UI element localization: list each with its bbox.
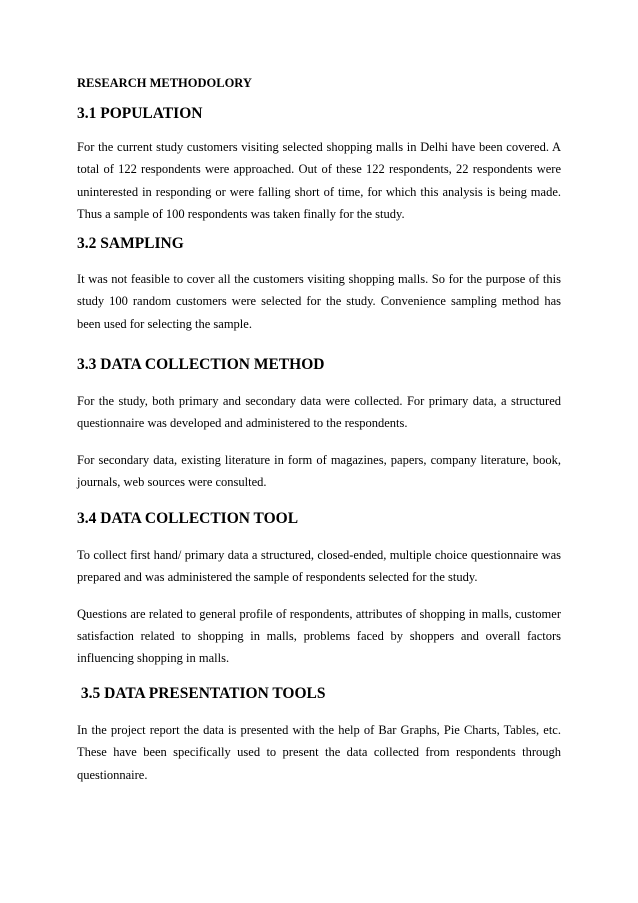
- section-population: [77, 104, 561, 225]
- section-paragraph: It was not feasible to cover all the customers visiting shopping malls. So for the purpose of this study 100 random customers were selected for the study. Convenience sampling method has been used for selecting the sample.: [77, 272, 561, 331]
- section-paragraph: For the current study customers visiting selected shopping malls in Delhi have been covered. A total of 122 respondents were approached. Out of these 122 respondents, 22 respondents were uninterested in responding or were falling short of time, for which this analysis is being made. Thus a sample of 100 respondents was taken finally for the study.: [77, 140, 561, 221]
- section-paragraph: Questions are related to general profile of respondents, attributes of shopping in malls, customer satisfaction related to shopping in malls, problems faced by shoppers and overall factors influencing shopping in malls.: [77, 606, 561, 666]
- section-paragraph: For the study, both primary and secondary data were collected. For primary data, a structured questionnaire was developed and administered to the respondents.: [77, 394, 561, 431]
- section-data-collection-tool: [77, 509, 561, 669]
- section-data-presentation-tools: [77, 684, 561, 786]
- section-sampling: [77, 234, 561, 335]
- section-heading: 3.1 POPULATION: [77, 105, 203, 122]
- section-heading: 3.5 DATA PRESENTATION TOOLS: [77, 685, 326, 702]
- section-paragraph: To collect first hand/ primary data a structured, closed-ended, multiple choice questionnaire was prepared and was administered the sample of respondents selected for the study.: [77, 548, 561, 585]
- document-title: RESEARCH METHODOLORY: [77, 76, 252, 90]
- section-heading: 3.4 DATA COLLECTION TOOL: [77, 510, 299, 527]
- section-paragraph: For secondary data, existing literature in form of magazines, papers, company literature, book, journals, web sources were consulted.: [77, 452, 561, 489]
- section-data-collection-method: [77, 355, 561, 493]
- section-paragraph: In the project report the data is presented with the help of Bar Graphs, Pie Charts, Tables, etc. These have been specifically used to present the data collected from respondents through questionnaire.: [77, 723, 561, 782]
- section-heading: 3.3 DATA COLLECTION METHOD: [77, 356, 325, 373]
- section-heading: 3.2 SAMPLING: [77, 235, 184, 252]
